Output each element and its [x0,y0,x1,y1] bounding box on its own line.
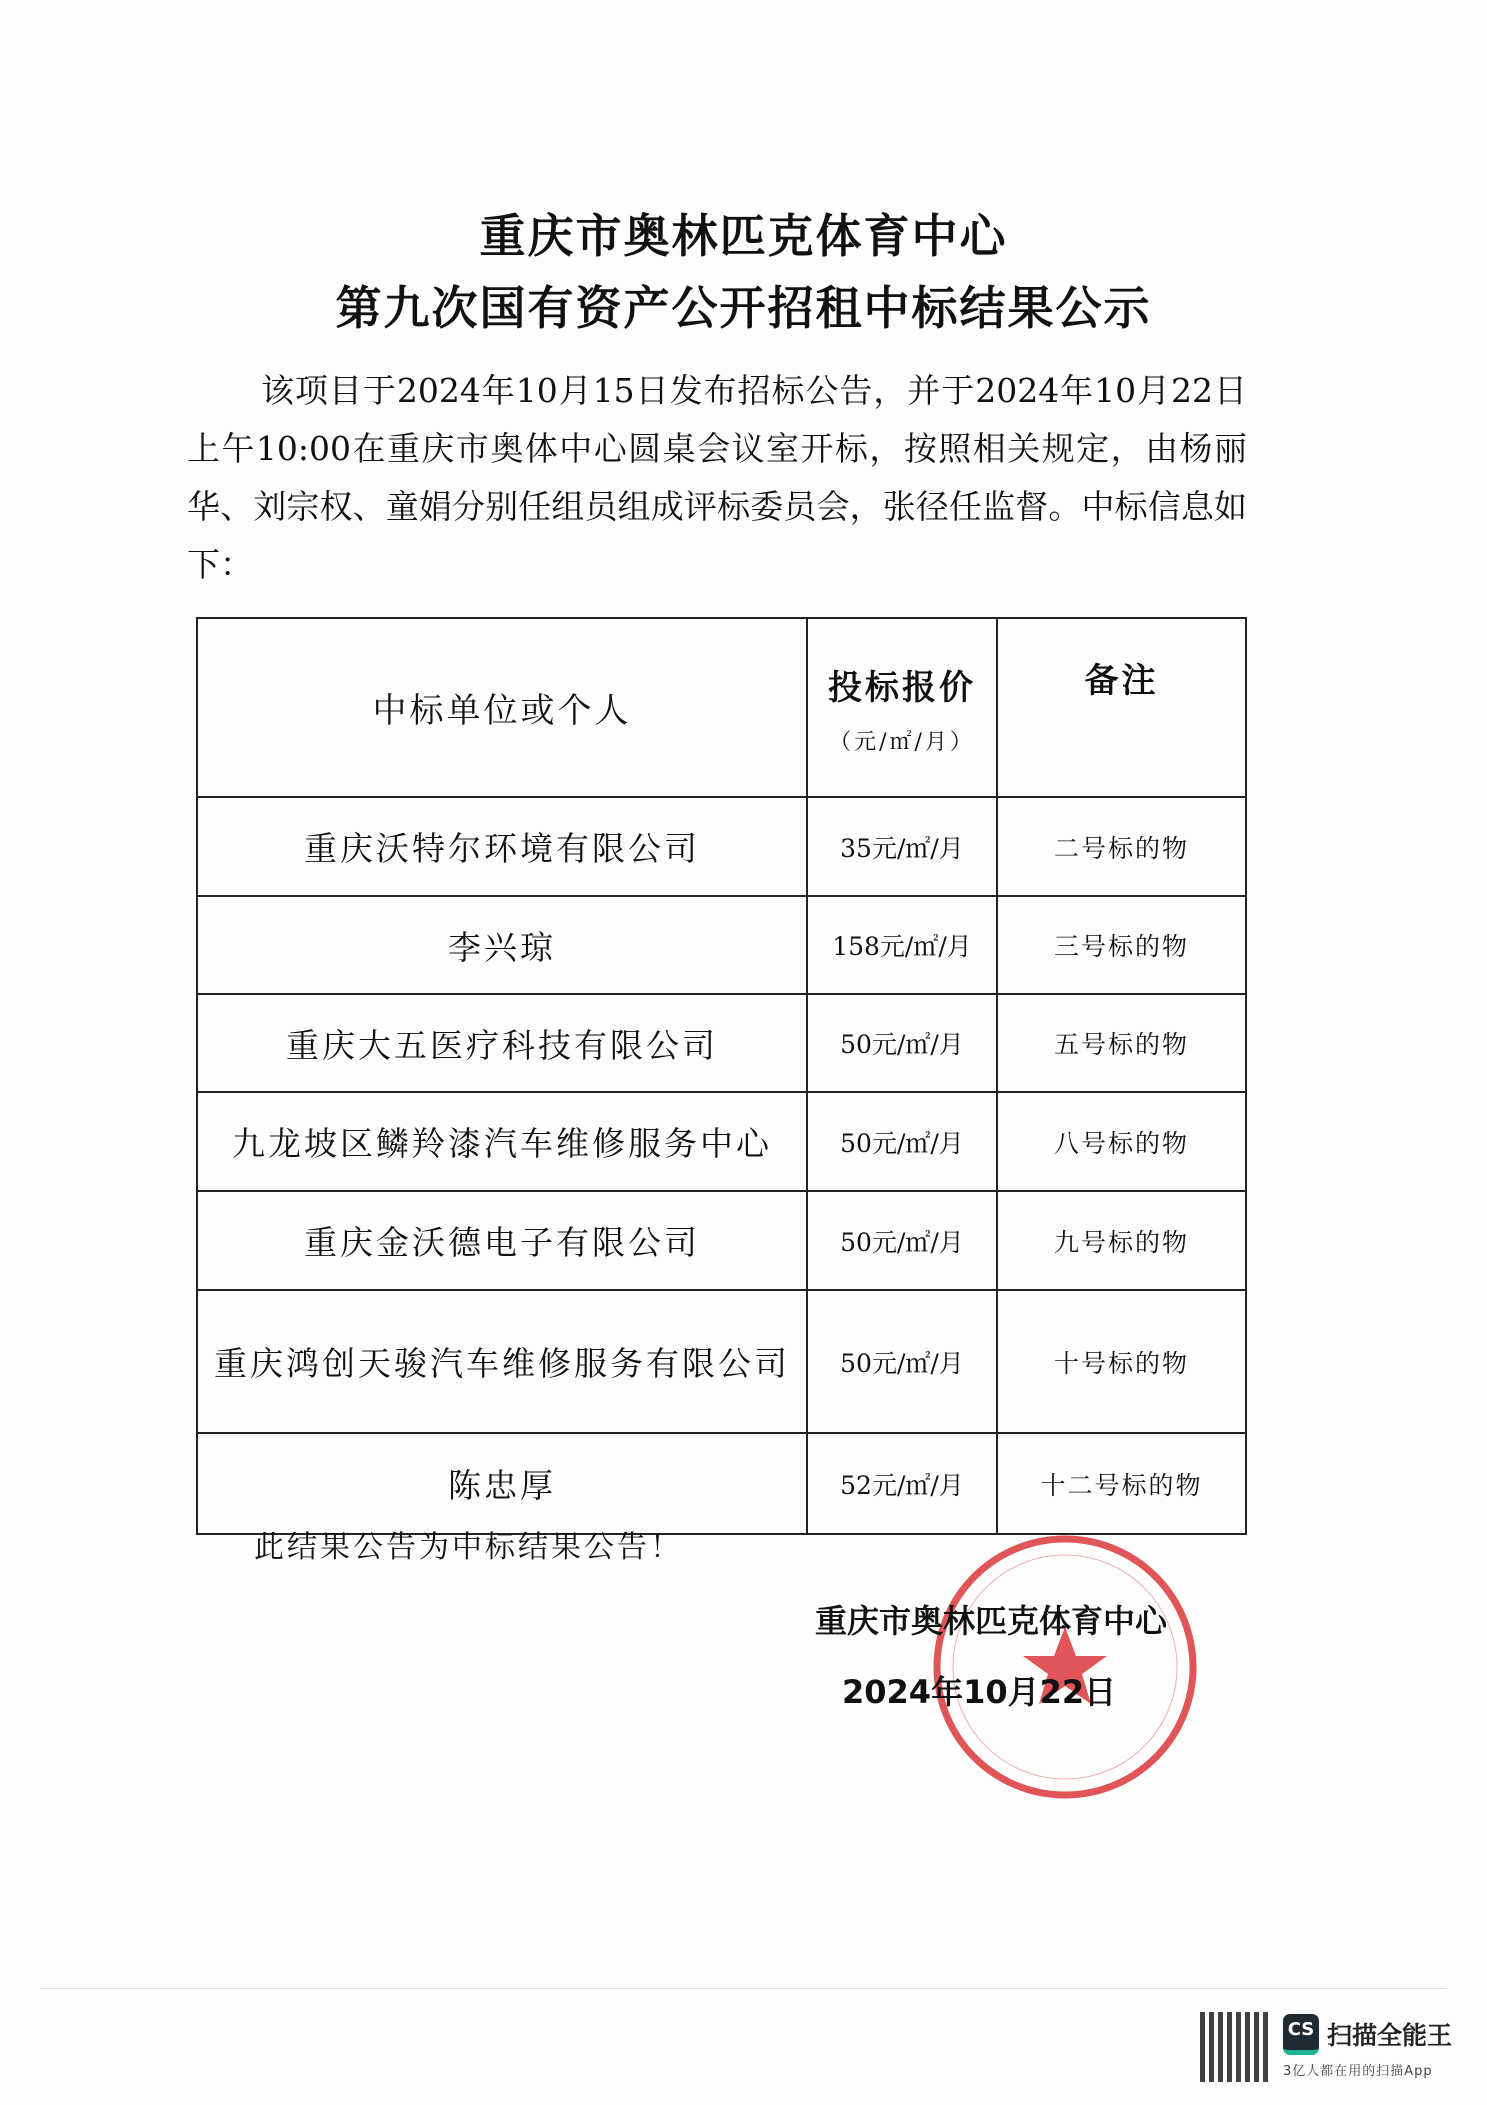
winner-cell: 九龙坡区鳞羚漆汽车维修服务中心 [197,1092,807,1191]
table-row [197,896,1246,994]
header-winner: 中标单位或个人 [197,618,807,797]
winner-cell: 重庆大五医疗科技有限公司 [197,994,807,1092]
header-price-unit: （元/㎡/月） [829,729,975,755]
note-cell: 十二号标的物 [997,1433,1246,1534]
winner-cell: 重庆沃特尔环境有限公司 [197,797,807,896]
price-cell: 52元/㎡/月 [807,1433,997,1534]
table-row [197,994,1246,1092]
note-cell: 八号标的物 [997,1092,1246,1191]
closing-statement: 此结果公告为中标结果公告！ [254,1530,683,1565]
price-cell: 50元/㎡/月 [807,1191,997,1290]
scanner-tagline: 3亿人都在用的扫描App [1283,2064,1433,2079]
price-cell: 50元/㎡/月 [807,1092,997,1191]
title-line-1: 重庆市奥林匹克体育中心 [479,209,1008,263]
table-row [197,797,1246,896]
table-row [197,1290,1246,1433]
winner-cell: 陈忠厚 [197,1433,807,1534]
header-price [807,618,997,797]
header-price-label: 投标报价 [828,667,976,708]
intro-paragraph: 该项目于2024年10月15日发布招标公告，并于2024年10月22日上午10:00在重庆市奥体中心圆桌会议室开标，按照相关规定，由杨丽华、刘宗权、童娟分别任组员组成评标委员会，张径任监督。中标信息如下： [187,371,1247,584]
signature-org: 重庆市奥林匹克体育中心 [815,1602,1168,1640]
title-line-2: 第九次国有资产公开招租中标结果公示 [335,281,1152,335]
note-cell: 九号标的物 [997,1191,1246,1290]
page-divider [40,1988,1447,1989]
results-table [196,617,1247,1535]
note-cell: 五号标的物 [997,994,1246,1092]
price-cell: 50元/㎡/月 [807,994,997,1092]
note-cell: 十号标的物 [997,1290,1246,1433]
note-cell: 三号标的物 [997,896,1246,994]
signature-date: 2024年10月22日 [842,1673,1117,1711]
table-header [197,618,1246,797]
header-note: 备注 [997,618,1246,797]
table-row [197,1433,1246,1534]
price-cell: 50元/㎡/月 [807,1290,997,1433]
qr-code [1200,2012,1270,2082]
price-cell: 35元/㎡/月 [807,797,997,896]
price-cell: 158元/㎡/月 [807,896,997,994]
winner-cell: 重庆鸿创天骏汽车维修服务有限公司 [197,1290,807,1433]
winner-cell: 重庆金沃德电子有限公司 [197,1191,807,1290]
winner-cell: 李兴琼 [197,896,807,994]
note-cell: 二号标的物 [997,797,1246,896]
scanner-name: 扫描全能王 [1327,2021,1453,2050]
table-row [197,1191,1246,1290]
table-row [197,1092,1246,1191]
camscanner-logo-icon: CS [1283,2014,1319,2055]
